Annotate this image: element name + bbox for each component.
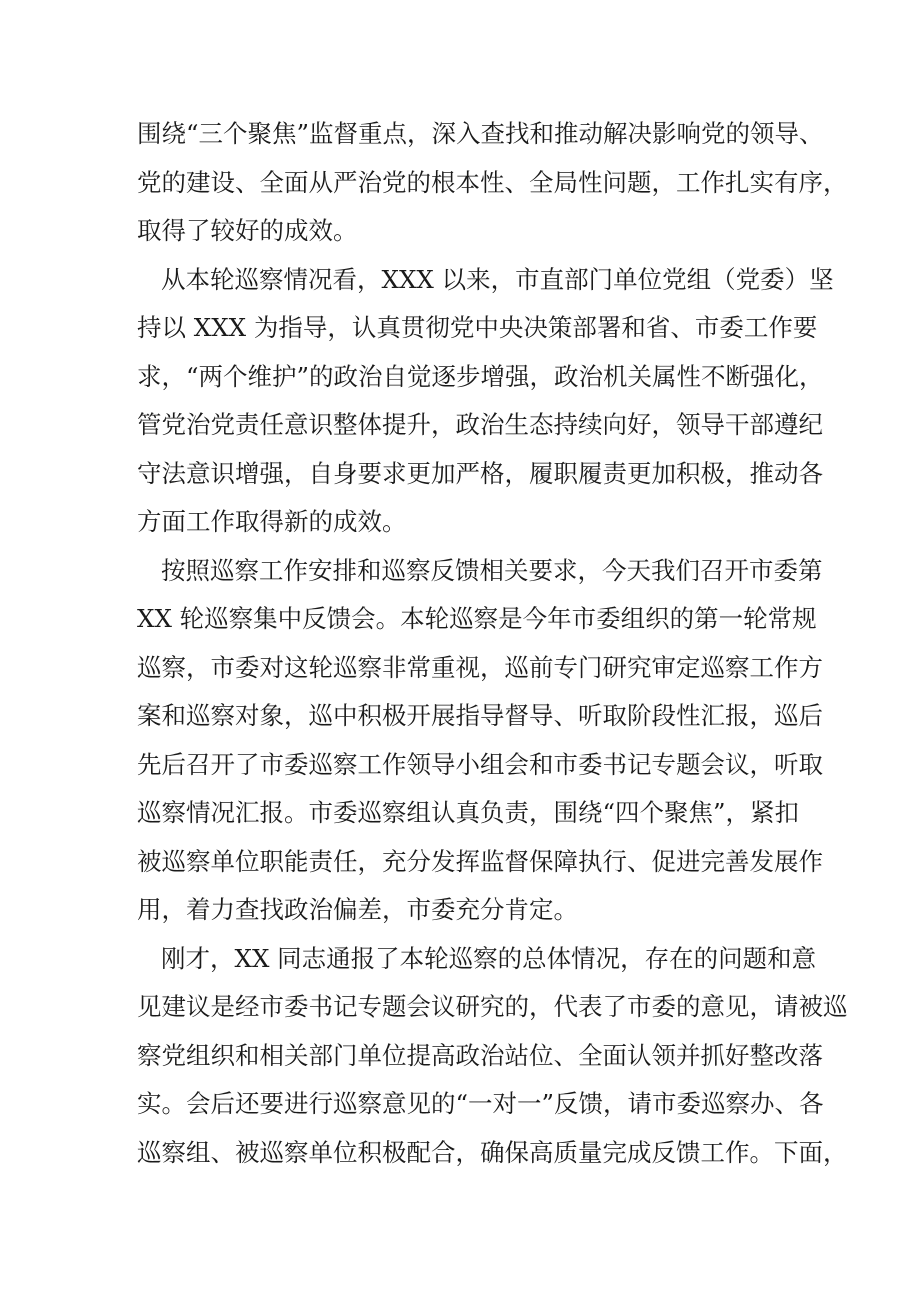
text-line: 刚才，XX 同志通报了本轮巡察的总体情况，存在的问题和意 [161,943,817,973]
text-line: 党的建设、全面从严治党的根本性、全局性问题，工作扎实有序， [137,167,848,197]
text-line: 方面工作取得新的成效。 [137,507,407,536]
text-line: 求，“两个维护”的政治自觉逐步增强，政治机关属性不断强化， [137,361,824,391]
text-line: 从本轮巡察情况看，XXX 以来，市直部门单位党组（党委）坚 [161,264,834,294]
paragraph-3 [137,547,823,935]
text-line: 巡察情况汇报。市委巡察组认真负责，围绕“四个聚焦”，紧扣 [137,798,800,827]
paragraph-2 [137,256,834,547]
text-line: 察党组织和相关部门单位提高政治站位、全面认领并抓好整改落 [137,1040,823,1070]
text-line: 围绕“三个聚焦”监督重点，深入查找和推动解决影响党的领导、 [137,119,824,148]
text-line: XX 轮巡察集中反馈会。本轮巡察是今年市委组织的第一轮常规 [137,604,817,633]
paragraph-1 [137,110,848,256]
text-line: 持以 XXX 为指导，认真贯彻党中央决策部署和省、市委工作要 [137,313,818,342]
paragraph-4 [137,935,848,1178]
text-line: 巡察组、被巡察单位积极配合，确保高质量完成反馈工作。下面， [137,1137,848,1167]
text-line: 被巡察单位职能责任，充分发挥监督保障执行、促进完善发展作 [137,846,823,876]
document-body [137,110,848,1177]
text-line: 实。会后还要进行巡察意见的“一对一”反馈，请市委巡察办、各 [137,1089,824,1118]
text-line: 巡察，市委对这轮巡察非常重视，巡前专门研究审定巡察工作方 [137,652,823,682]
text-line: 取得了较好的成效。 [137,216,358,245]
text-line: 用，着力查找政治偏差，市委充分肯定。 [137,895,578,924]
text-line: 守法意识增强，自身要求更加严格，履职履责更加积极，推动各 [137,458,823,488]
text-line: 管党治党责任意识整体提升，政治生态持续向好，领导干部遵纪 [137,410,823,439]
text-line: 按照巡察工作安排和巡察反馈相关要求，今天我们召开市委第 [161,555,823,585]
text-line: 见建议是经市委书记专题会议研究的，代表了市委的意见，请被巡 [137,992,848,1021]
text-line: 案和巡察对象，巡中积极开展指导督导、听取阶段性汇报，巡后 [137,701,823,730]
text-line: 先后召开了市委巡察工作领导小组会和市委书记专题会议，听取 [137,749,823,779]
